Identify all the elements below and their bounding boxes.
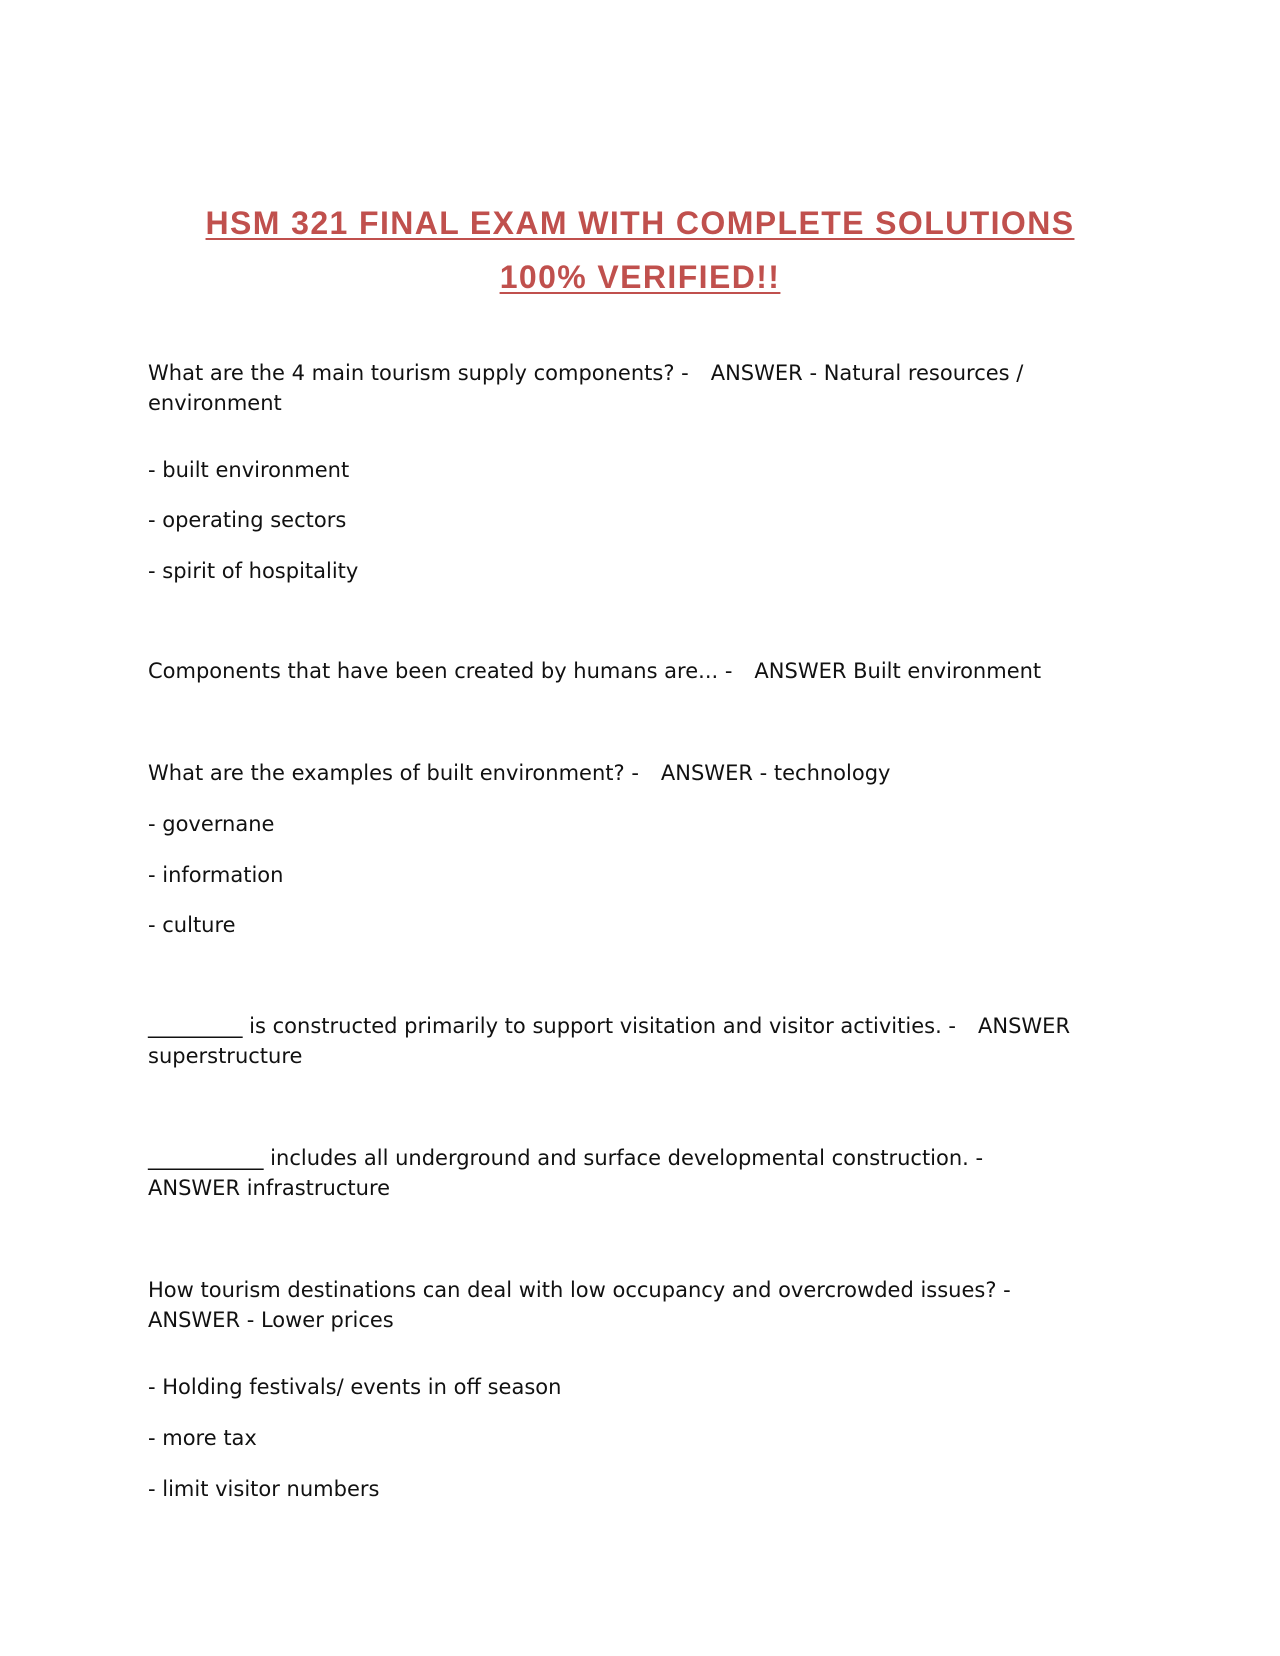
list-item: - limit visitor numbers — [148, 1477, 380, 1501]
list-item: - operating sectors — [148, 508, 347, 532]
qa-block-2 — [148, 656, 1138, 686]
list-item: - governane — [148, 812, 275, 836]
qa-block-4 — [148, 1011, 1138, 1071]
question-2: Components that have been created by humans are... - — [148, 659, 733, 683]
list-item: - spirit of hospitality — [148, 559, 359, 583]
question-3: What are the examples of built environment? - — [148, 761, 639, 785]
answer-6: ANSWER - Lower prices — [148, 1308, 394, 1332]
list-item: - more tax — [148, 1426, 257, 1450]
title-line-1: HSM 321 FINAL EXAM WITH COMPLETE SOLUTIONS — [205, 205, 1075, 241]
question-6: How tourism destinations can deal with low occupancy and overcrowded issues? - — [148, 1278, 1011, 1302]
answer-2: ANSWER Built environment — [754, 659, 1042, 683]
answer-3: ANSWER - technology — [660, 761, 891, 785]
qa-block-6 — [148, 1275, 1138, 1335]
list-item: - Holding festivals/ events in off season — [148, 1375, 562, 1399]
answer-1: ANSWER - Natural resources / environment — [148, 361, 1024, 415]
document-title — [110, 196, 1170, 304]
answer-4: ANSWER superstructure — [148, 1014, 1071, 1068]
qa-block-1 — [148, 358, 1138, 418]
list-item: - information — [148, 863, 284, 887]
qa-block-5 — [148, 1143, 1138, 1203]
question-1: What are the 4 main tourism supply components? - — [148, 361, 689, 385]
question-4: _________ is constructed primarily to support visitation and visitor activities. - — [148, 1014, 956, 1038]
qa-block-3 — [148, 758, 1138, 788]
list-item: - culture — [148, 913, 236, 937]
list-item: - built environment — [148, 458, 350, 482]
answer-5: ANSWER infrastructure — [148, 1176, 391, 1200]
question-5: ___________ includes all underground and surface developmental construction. - — [148, 1146, 984, 1170]
title-line-2: 100% VERIFIED!! — [499, 259, 781, 295]
